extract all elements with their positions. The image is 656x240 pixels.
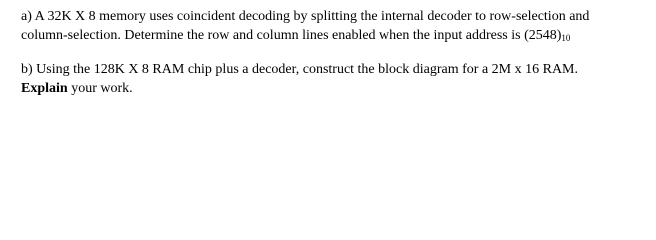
question-b-line-2-rest: your work.	[67, 81, 133, 96]
question-a	[21, 7, 646, 45]
document-body	[21, 7, 646, 98]
question-a-line-2: column-selection. Determine the row and column lines enabled when the input address is (2548)	[21, 28, 562, 43]
explain-keyword: Explain	[21, 81, 68, 96]
question-b	[21, 60, 646, 98]
question-a-line-1: a) A 32K X 8 memory uses coincident decoding by splitting the internal decoder to row-selection and	[21, 9, 590, 24]
base-subscript: 10	[561, 33, 571, 43]
question-b-line-1: b) Using the 128K X 8 RAM chip plus a decoder, construct the block diagram for a 2M x 16 RAM.	[21, 62, 579, 77]
